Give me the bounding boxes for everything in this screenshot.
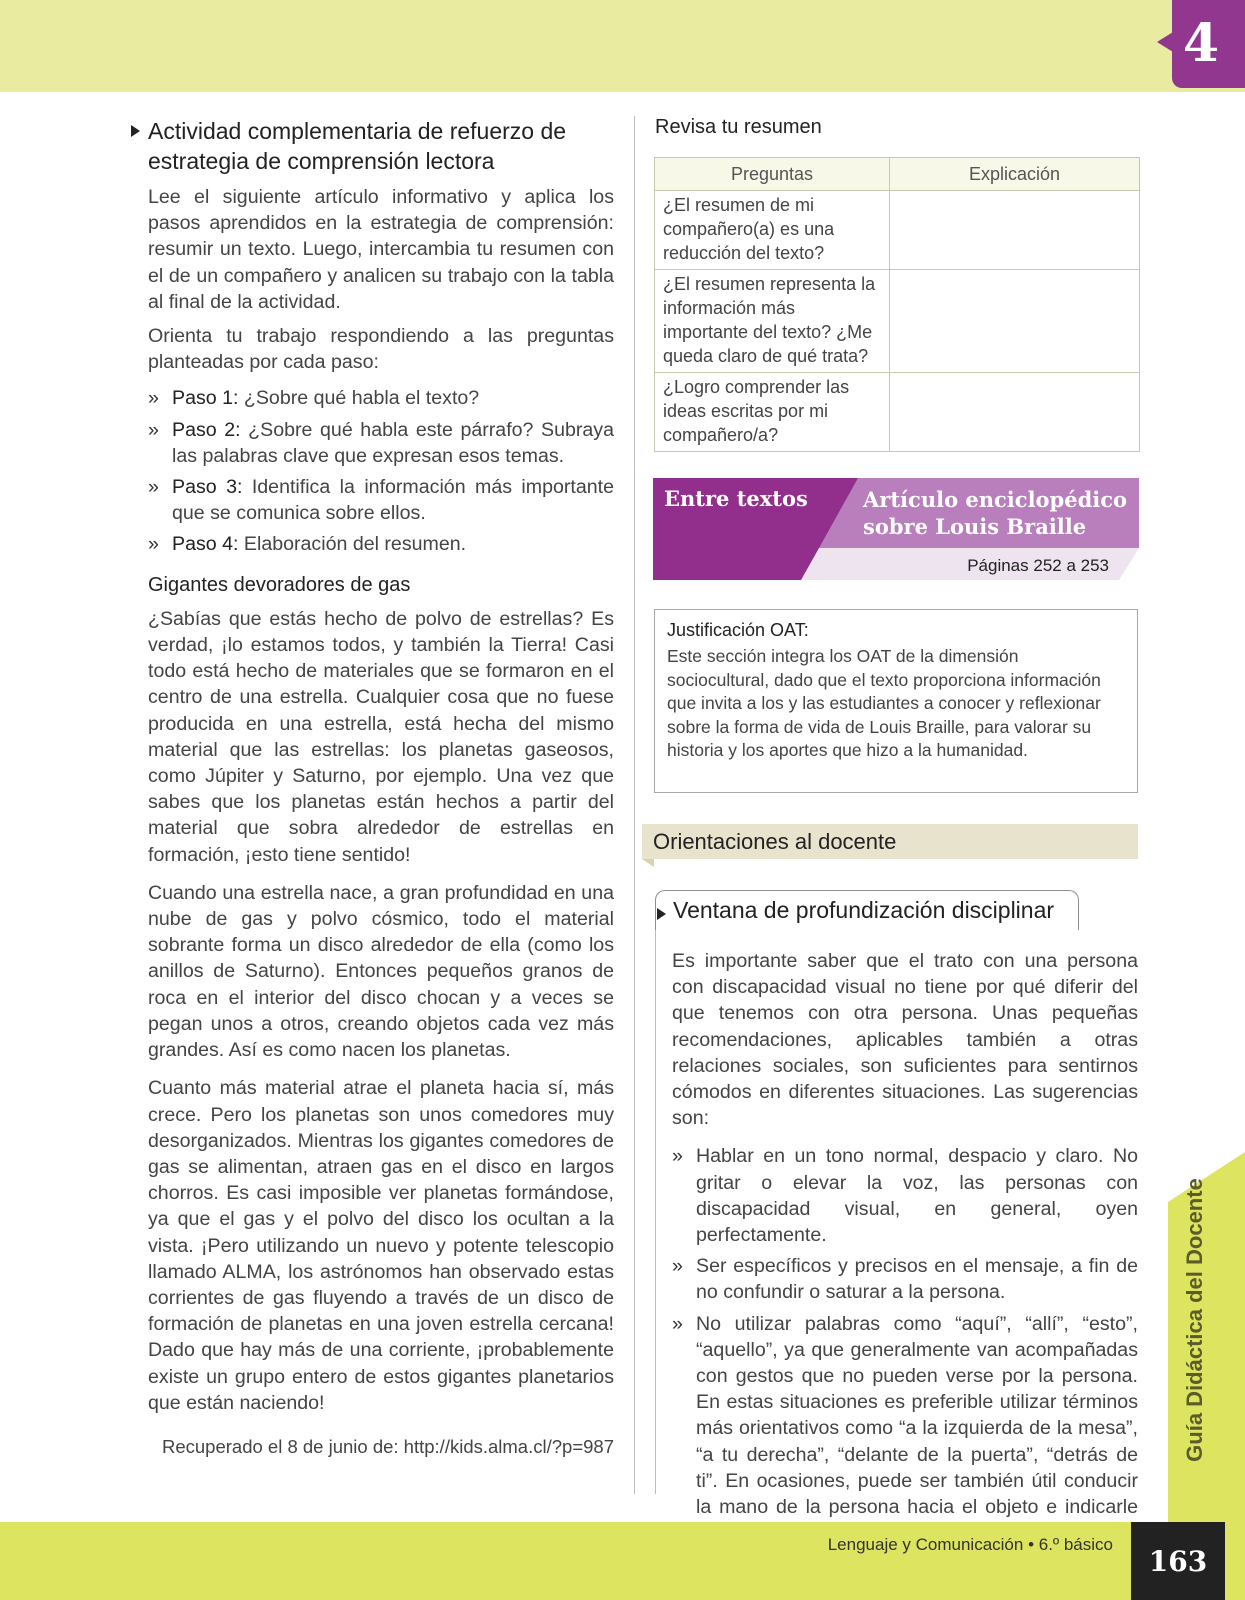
column-header-preguntas: Preguntas	[655, 158, 890, 191]
left-column	[148, 116, 614, 1460]
bullet-icon: »	[148, 387, 159, 410]
chapter-tab-notch	[1157, 32, 1173, 52]
ventana-body	[672, 948, 1138, 1551]
side-label: Guía Didáctica del Docente	[1182, 1178, 1207, 1462]
footer-band	[0, 1522, 1245, 1600]
table-row	[655, 270, 1140, 373]
list-item: » Paso 2: ¿Sobre qué habla este párrafo? Subraya las palabras clave que expresan esos temas.	[148, 418, 614, 467]
triangle-bullet-icon	[657, 908, 666, 920]
table-cell	[890, 191, 1140, 270]
entre-textos-banner	[653, 478, 1139, 580]
list-item: » Hablar en un tono normal, despacio y claro. No gritar o elevar la voz, las personas con discapacidad visual, en general, oyen perfectamente.	[672, 1145, 1138, 1247]
table-cell: ¿El resumen representa la información más importante del texto? ¿Me queda claro de qué trata?	[655, 270, 890, 373]
oat-title: Justificación OAT:	[667, 620, 809, 640]
article-paragraph-3: Cuanto más material atrae el planeta hacia sí, más crece. Pero los planetas son unos comedores muy desorganizados. Mientras los gigantes comedores de gas se alimentan, atraen gas en el disco en largos chorros. Es casi imposible ver planetas formándose, ya que el gas y el polvo del disco los ocultan a la vista. ¡Pero utilizando un nuevo y potente telescopio llamado ALMA, los astrónomos han observado estas corrientes de gas fluyendo a través de un disco de formación de planetas en una joven estrella cercana! Dado que hay más de una corriente, ¡probablemente existe un grupo entero de estos gigantes planetarios que están naciendo!	[148, 1077, 614, 1414]
entre-textos-article: Artículo enciclopédico sobre Louis Braille	[863, 487, 1128, 539]
table-cell: ¿Logro comprender las ideas escritas por mi compañero/a?	[655, 373, 890, 452]
steps-list	[148, 385, 614, 557]
table-header-row	[655, 158, 1140, 191]
chapter-number: 4	[1182, 13, 1220, 74]
orienta-paragraph: Orienta tu trabajo respondiendo a las preguntas planteadas por cada paso:	[148, 325, 614, 374]
header-band	[0, 0, 1245, 92]
article-paragraph-2: Cuando una estrella nace, a gran profundidad en una nube de gas y polvo cósmico, todo el material sobrante forma un disco alrededor de ella (como los anillos de Saturno). Entonces pequeños granos de roca en el interior del disco chocan y a veces se pegan unos a otros, creando objetos cada vez más grandes. Así es como nacen los planetas.	[148, 881, 614, 1062]
table-cell	[890, 373, 1140, 452]
bullet-icon: »	[148, 533, 159, 556]
oat-text: Este sección integra los OAT de la dimensión sociocultural, dado que el texto proporciona información que invita a los y las estudiantes a conocer y reflexionar sobre la forma de vida de Louis Braille, para valorar su historia y los aportes que hizo a la humanidad.	[667, 646, 1101, 760]
ventana-left-rule	[655, 930, 656, 1494]
orientaciones-notch	[642, 859, 654, 867]
oat-box	[654, 609, 1138, 793]
table-row	[655, 191, 1140, 270]
orientaciones-title: Orientaciones al docente	[653, 829, 897, 854]
bullet-icon: »	[672, 1145, 683, 1168]
bullet-icon: »	[672, 1312, 683, 1335]
column-header-explicacion: Explicación	[890, 158, 1140, 191]
activity-title: Actividad complementaria de refuerzo de estrategia de comprensión lectora	[148, 116, 614, 176]
article-paragraph-1: ¿Sabías que estás hecho de polvo de estrellas? Es verdad, ¡lo estamos todos, y también la Tierra! Casi todo está hecho de materiales que se formaron en el centro de una estrella. Cualquier cosa que no fuese producida en una estrella, está hecha del mismo material que las estrellas: los planetas gaseosos, como Júpiter y Saturno, por ejemplo. Una vez que sabes que los planetas están hechos a partir del material que sobra alrededor de estrellas en formación, ¡esto tiene sentido!	[148, 607, 614, 866]
list-item: » No utilizar palabras como “aquí”, “allí”, “esto”, “aquello”, ya que generalmente van acompañadas con gestos que no pueden verse por la persona. En estas situaciones es preferible utilizar términos más orientativos como “a la izquierda de la mesa”, “a tu derecha”, “delante de la puerta”, “detrás de ti”. En ocasiones, puede ser también útil conducir la mano de la persona hacia el objeto e indicarle	[672, 1312, 1138, 1519]
intro-paragraph: Lee el siguiente artículo informativo y aplica los pasos aprendidos en la estrategia de comprensión: resumir un texto. Luego, intercambia tu resumen con el de un compañero y analicen su trabajo con la tabla al final de la actividad.	[148, 186, 614, 313]
list-item: » Ser específicos y precisos en el mensaje, a fin de no confundir o saturar a la persona.	[672, 1255, 1138, 1304]
bullet-icon: »	[148, 418, 159, 441]
column-divider	[634, 116, 635, 1494]
table-row	[655, 373, 1140, 452]
ventana-list	[672, 1143, 1138, 1546]
review-table	[654, 157, 1140, 452]
list-item: » Paso 4: Elaboración del resumen.	[148, 531, 614, 557]
article-title: Gigantes devoradores de gas	[148, 573, 411, 596]
bullet-icon: »	[672, 1255, 683, 1278]
ventana-title: Ventana de profundización disciplinar	[673, 897, 1055, 923]
page-number: 163	[1131, 1522, 1225, 1600]
bullet-icon: »	[148, 476, 159, 499]
article-source: Recuperado el 8 de junio de: http://kids.alma.cl/?p=987	[161, 1435, 614, 1457]
table-cell	[890, 270, 1140, 373]
triangle-bullet-icon	[131, 125, 140, 137]
revisa-title: Revisa tu resumen	[655, 116, 822, 138]
list-item: » Paso 1: ¿Sobre qué habla el texto?	[148, 385, 614, 411]
footer-subject: Lenguaje y Comunicación • 6.º básico	[827, 1535, 1113, 1554]
list-item: » Paso 3: Identifica la información más importante que se comunica sobre ellos.	[148, 476, 614, 525]
ventana-intro: Es importante saber que el trato con una persona con discapacidad visual no tiene por qué diferir del que tenemos con otra persona. Unas pequeñas recomendaciones, aplicables también a otras relaciones sociales, son suficientes para sentirnos cómodos en diferentes situaciones. Las sugerencias son:	[672, 950, 1138, 1130]
entre-textos-label: Entre textos	[664, 486, 808, 511]
entre-textos-pages: Páginas 252 a 253	[967, 556, 1109, 575]
table-cell: ¿El resumen de mi compañero(a) es una reducción del texto?	[655, 191, 890, 270]
